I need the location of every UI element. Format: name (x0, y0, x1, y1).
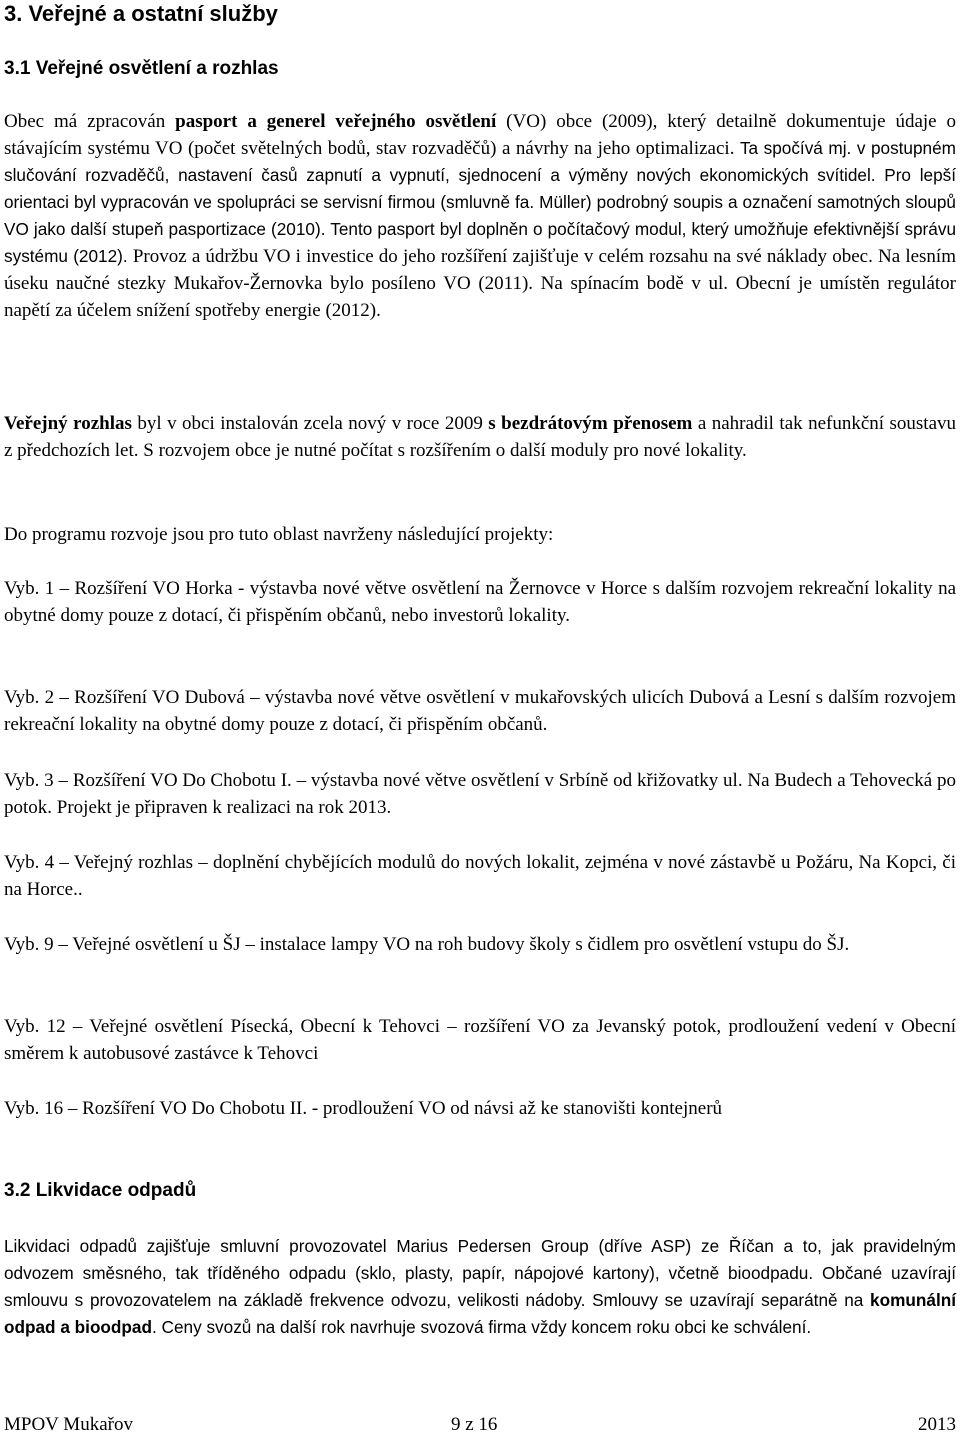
paragraph-text: (VO) obce (2009), který detailně dokumentuje údaje o stávajícím systému VO (počet světelných bodů, stav rozvaděčů) a návrhy na jeho optimalizaci. (4, 111, 957, 159)
subsection-heading-3-2: 3.2 Likvidace odpadů (4, 1180, 197, 1201)
emphasis-text: Veřejný rozhlas (4, 413, 132, 434)
footer-year: 2013 (918, 1414, 956, 1435)
paragraph-text: Obec má zpracován (4, 111, 176, 132)
project-item: Vyb. 12 – Veřejné osvětlení Písecká, Obecní k Tehovci – rozšíření VO za Jevanský potok, prodloužení vedení v Obecní směrem k autobusové zastávce k Tehovci (4, 1016, 956, 1064)
project-item: Vyb. 9 – Veřejné osvětlení u ŠJ – instalace lampy VO na roh budovy školy s čidlem pro osvětlení vstupu do ŠJ. (4, 934, 850, 955)
paragraph-radio (4, 410, 956, 464)
paragraph-projects-intro: Do programu rozvoje jsou pro tuto oblast navrženy následující projekty: (4, 524, 554, 545)
paragraph-text: Likvidaci odpadů zajišťuje smluvní provozovatel Marius Pedersen Group (dříve ASP) ze Říčan a to, jak pravidelným odvozem směsného, tak tříděného odpadu (sklo, plasty, papír, nápojové kartony), včetně bioodpadu. Občané uzavírají smlouvu s provozovatelem na základě frekvence odvozu, velikosti nádoby. Smlouvy se uzavírají separátně na (4, 1236, 956, 1310)
paragraph-text: byl v obci instalován zcela nový v roce 2009 (131, 413, 489, 434)
footer-title: MPOV Mukařov (4, 1414, 133, 1435)
paragraph-text: Provoz a údržbu VO i investice do jeho rozšíření zajišťuje v celém rozsahu na své náklady obec. Na lesním úseku naučné stezky Mukařov-Žernovka bylo posíleno VO (2011). Na spínacím bodě v ul. Obecní je umístěn regulátor napětí za účelem snížení spotřeby energie (2012). (4, 246, 956, 321)
footer-page-number: 9 z 16 (451, 1414, 498, 1435)
project-item: Vyb. 16 – Rozšíření VO Do Chobotu II. - prodloužení VO od návsi až ke stanovišti kontejnerů (4, 1098, 723, 1119)
project-item: Vyb. 1 – Rozšíření VO Horka - výstavba nové větve osvětlení na Žernovce v Horce s dalším rozvojem rekreační lokality na obytné domy pouze z dotací, či přispěním občanů, nebo investorů lokality. (4, 578, 956, 626)
subsection-heading-3-1: 3.1 Veřejné osvětlení a rozhlas (4, 58, 279, 79)
emphasis-text: s bezdrátovým přenosem (488, 413, 693, 434)
paragraph-waste (4, 1233, 956, 1341)
project-item: Vyb. 2 – Rozšíření VO Dubová – výstavba nové větve osvětlení v mukařovských ulicích Dubová a Lesní s dalším rozvojem rekreační lokality na obytné domy pouze z dotací, či přispěním občanů. (4, 687, 956, 735)
project-item: Vyb. 3 – Rozšíření VO Do Chobotu I. – výstavba nové větve osvětlení v Srbíně od křižovatky ul. Na Budech a Tehovecká po potok. Projekt je připraven k realizaci na rok 2013. (4, 770, 956, 818)
emphasis-text: komunální odpad a bioodpad (4, 1290, 956, 1337)
paragraph-text-sans: Ta spočívá mj. v postupném slučování rozvaděčů, nastavení časů zapnutí a vypnutí, sjednocení a výměny nových ekonomických svítidel. Pro lepší orientaci byl vypracován ve spolupráci se servisní firmou (smluvně fa. Müller) podrobný soupis a označení samotných sloupů VO jako další stupeň pasportizace (2010). Tento pasport byl doplněn o počítačový modul, který umožňuje efektivnější správu systému (2012). (4, 138, 956, 266)
paragraph-lighting (4, 108, 956, 324)
emphasis-text: pasport a generel veřejného osvětlení (175, 111, 497, 132)
section-heading: 3. Veřejné a ostatní služby (4, 1, 278, 26)
paragraph-text: . Ceny svozů na další rok navrhuje svozová firma vždy koncem roku obci ke schválení. (152, 1317, 812, 1337)
paragraph-text: a nahradil tak nefunkční soustavu z předchozích let. S rozvojem obce je nutné počítat s rozšířením o další moduly pro nové lokality. (4, 413, 957, 461)
project-item: Vyb. 4 – Veřejný rozhlas – doplnění chybějících modulů do nových lokalit, zejména v nové zástavbě u Požáru, Na Kopci, či na Horce.. (4, 852, 956, 900)
